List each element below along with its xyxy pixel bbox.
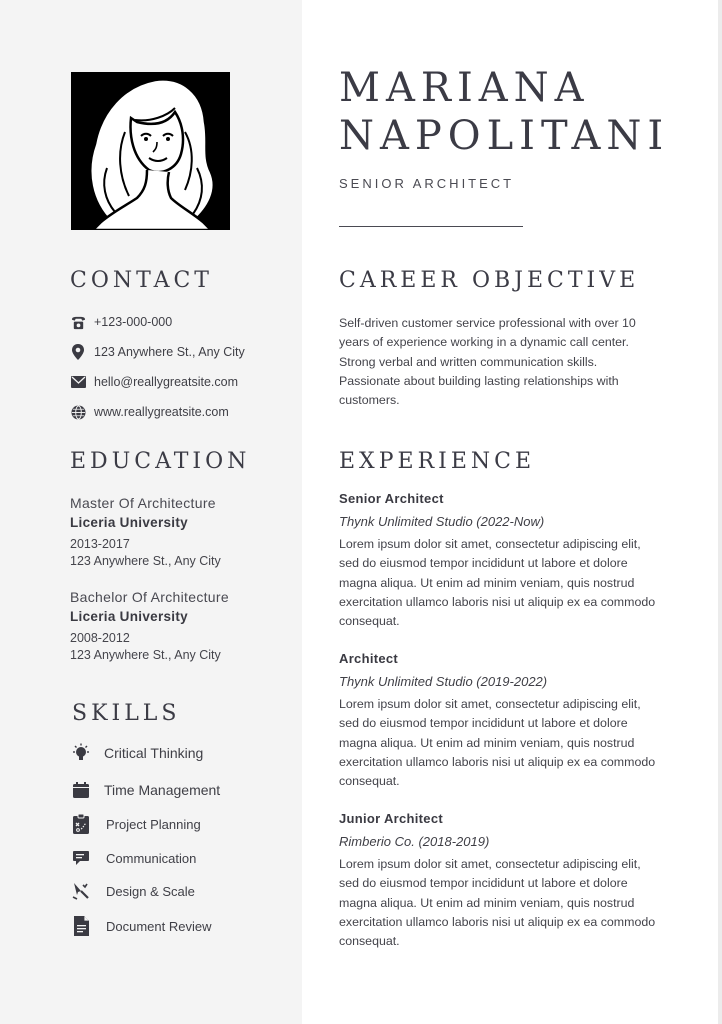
degree: Master Of Architecture [70,495,216,511]
location-pin-icon [70,344,86,360]
skill-label: Document Review [106,918,212,934]
calendar-icon [70,779,92,801]
contact-website[interactable] [70,404,229,420]
page-edge [718,0,722,1024]
school: Liceria University [70,515,188,530]
skill-label: Time Management [104,782,221,798]
skill-label: Design & Scale [106,883,195,899]
job-title: Junior Architect [339,811,444,826]
globe-icon [70,404,86,420]
document-icon [70,915,92,937]
skill-label: Communication [106,850,197,866]
experience-entry [339,811,659,951]
skills-heading: SKILLS [72,701,181,726]
school-address: 123 Anywhere St., Any City [70,648,221,662]
years: 2013-2017 [70,537,130,551]
job-company: Thynk Unlimited Studio (2022-Now) [339,514,545,529]
design-tool-icon [70,880,92,902]
job-role: SENIOR ARCHITECT [339,176,515,191]
experience-entry [339,651,659,791]
job-description: Lorem ipsum dolor sit amet, consectetur adipiscing elit, sed do eiusmod tempor incididunt ut labore et dolore magna aliqua. Ut enim ad minim veniam, quis nostrud exercitation ullamco laboris nisi ut aliquip ex ea commodo consequat. [339,857,656,949]
education-heading: EDUCATION [70,449,251,474]
job-title: Architect [339,651,399,666]
skill-label: Project Planning [106,816,201,832]
contact-phone [70,314,172,330]
skill-item [70,779,220,801]
skill-item [70,915,212,937]
contact-heading: CONTACT [70,268,213,293]
skill-item [70,742,203,764]
contact-phone-text: +123-000-000 [94,315,173,329]
contact-email-text[interactable]: hello@reallygreatsite.com [94,375,239,389]
skill-item [70,813,201,835]
school: Liceria University [70,609,188,624]
clipboard-plan-icon [70,813,92,835]
first-name: MARIANA [339,65,590,111]
education-entry [70,589,229,662]
years: 2008-2012 [70,631,130,645]
job-description: Lorem ipsum dolor sit amet, consectetur adipiscing elit, sed do eiusmod tempor incididunt ut labore et dolore magna aliqua. Ut enim ad minim veniam, quis nostrud exercitation ullamco laboris nisi ut aliquip ex ea commodo consequat. [339,537,656,629]
skill-item [70,847,196,869]
contact-address-text: 123 Anywhere St., Any City [94,345,245,359]
contact-website-text[interactable]: www.reallygreatsite.com [94,405,229,419]
header-divider [339,226,523,227]
job-company: Rimberio Co. (2018-2019) [339,834,490,849]
last-name: NAPOLITANI [339,113,670,159]
experience-entry [339,491,659,631]
career-objective-heading: CAREER OBJECTIVE [339,268,640,293]
school-address: 123 Anywhere St., Any City [70,554,221,568]
envelope-icon [70,374,86,390]
degree: Bachelor Of Architecture [70,589,229,605]
lightbulb-icon [70,742,92,764]
education-entry [70,495,221,568]
contact-address [70,344,245,360]
skill-item [70,880,195,902]
job-title: Senior Architect [339,491,444,506]
skill-label: Critical Thinking [104,745,204,761]
job-company: Thynk Unlimited Studio (2019-2022) [339,674,548,689]
phone-icon [70,314,86,330]
contact-email[interactable] [70,374,238,390]
chat-bubble-icon [70,847,92,869]
person-name [339,64,669,160]
career-objective-text: Self-driven customer service professional with over 10 years of experience working in a dynamic call center. Strong verbal and written communication skills. Passionate about building lasting relationships with customers. [339,316,636,408]
profile-photo [71,72,230,230]
experience-heading: EXPERIENCE [339,449,536,474]
job-description: Lorem ipsum dolor sit amet, consectetur adipiscing elit, sed do eiusmod tempor incididunt ut labore et dolore magna aliqua. Ut enim ad minim veniam, quis nostrud exercitation ullamco laboris nisi ut aliquip ex ea commodo consequat. [339,697,656,789]
portrait-illustration-icon [71,72,230,230]
